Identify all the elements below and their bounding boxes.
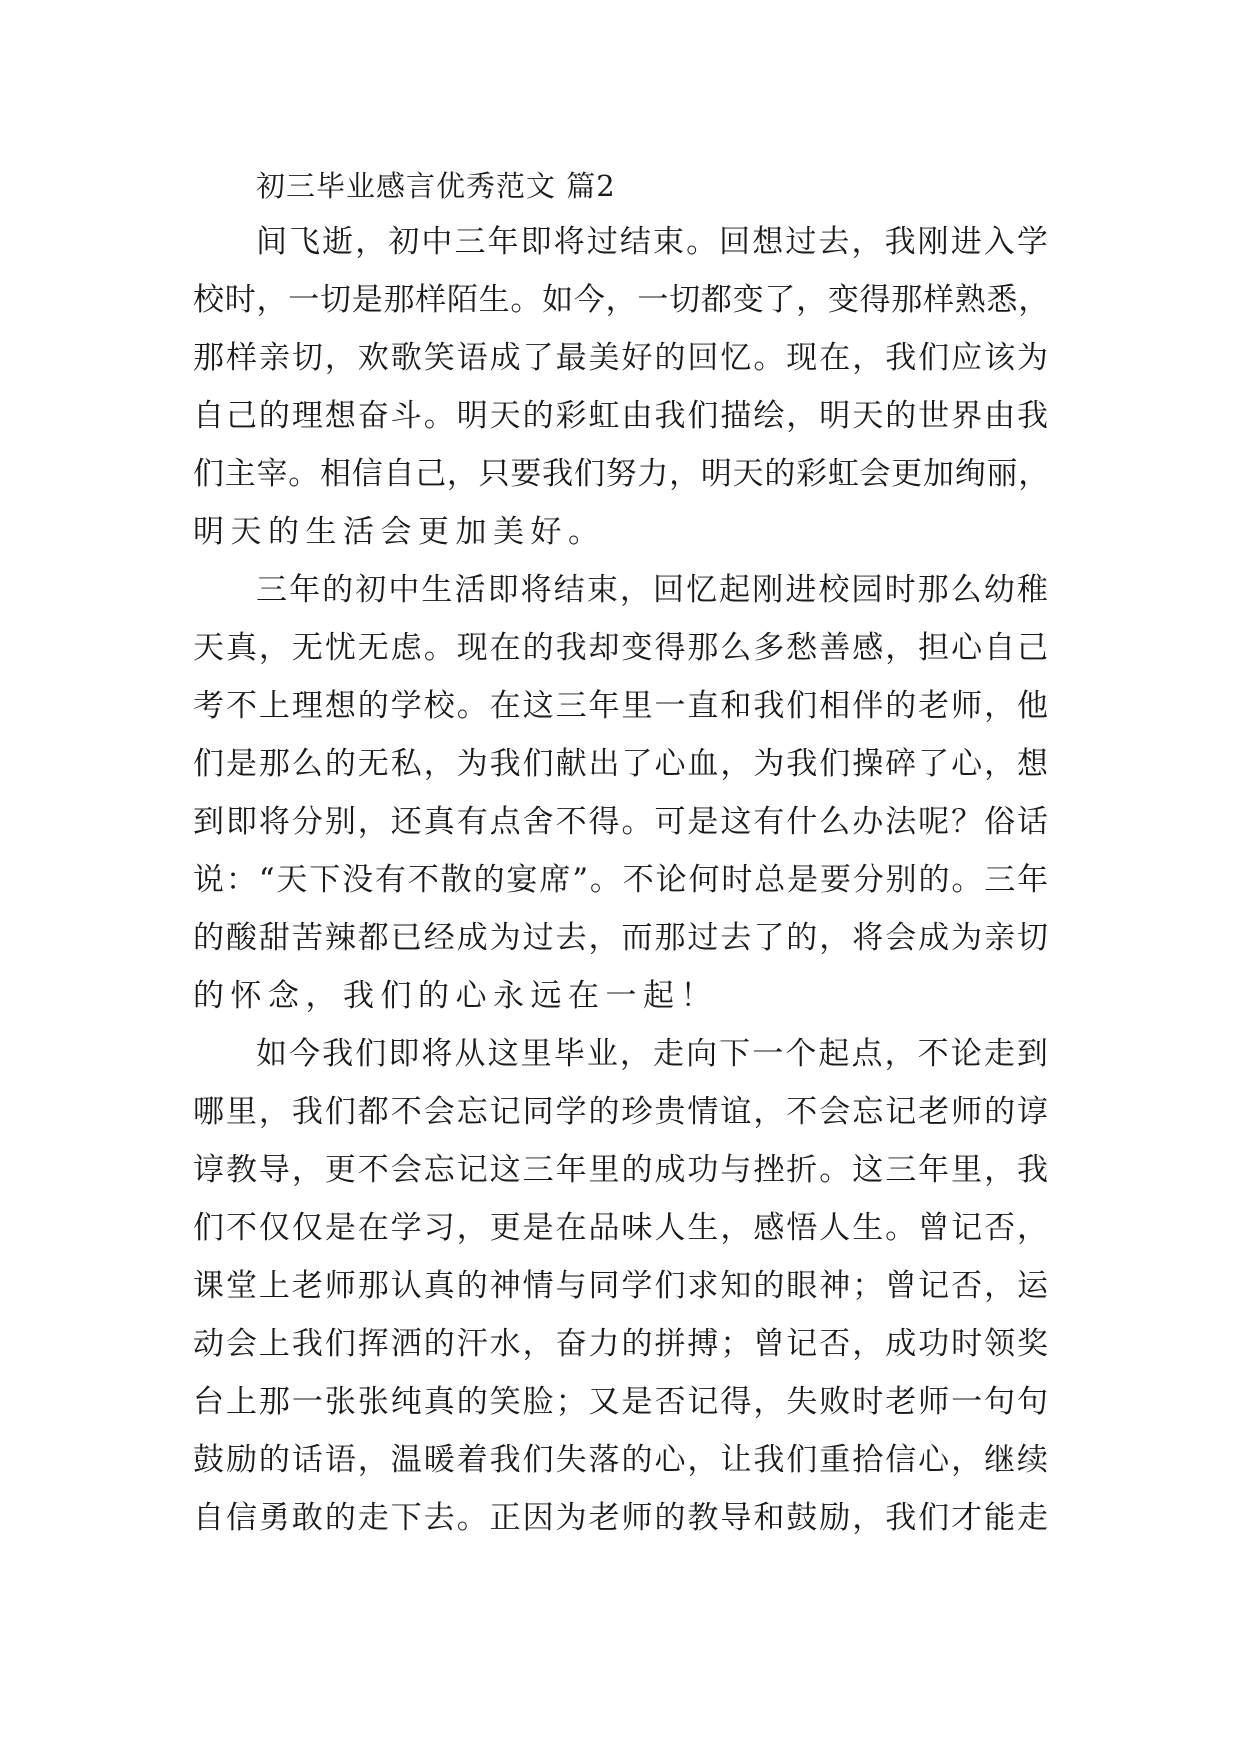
paragraph-1-line-4: 自己的理想奋斗。明天的彩虹由我们描绘，明天的世界由我 [193,398,1050,434]
paragraph-1-line-5: 们主宰。相信自己，只要我们努力，明天的彩虹会更加绚丽， [193,456,1050,492]
paragraph-2-line-6: 说：“天下没有不散的宴席”。不论何时总是要分别的。三年 [193,862,1050,898]
paragraph-1-line-3: 那样亲切，欢歌笑语成了最美好的回忆。现在，我们应该为 [193,340,1050,376]
paragraph-3-line-4: 们不仅仅是在学习，更是在品味人生，感悟人生。曾记否， [193,1210,1050,1246]
paragraph-3-line-9: 自信勇敢的走下去。正因为老师的教导和鼓励，我们才能走 [193,1500,1050,1536]
paragraph-3-line-1: 如今我们即将从这里毕业，走向下一个起点，不论走到 [256,1036,1050,1072]
paragraph-3-line-8: 鼓励的话语，温暖着我们失落的心，让我们重拾信心，继续 [193,1442,1050,1478]
paragraph-3-line-5: 课堂上老师那认真的神情与同学们求知的眼神；曾记否，运 [193,1268,1050,1304]
paragraph-2-line-4: 们是那么的无私，为我们献出了心血，为我们操碎了心，想 [193,746,1050,782]
paragraph-2-line-1: 三年的初中生活即将结束，回忆起刚进校园时那么幼稚 [256,572,1050,608]
paragraph-1-line-2: 校时，一切是那样陌生。如今，一切都变了，变得那样熟悉， [193,282,1050,318]
paragraph-1-line-1: 间飞逝，初中三年即将过结束。回想过去，我刚进入学 [256,224,1050,260]
paragraph-3-line-7: 台上那一张张纯真的笑脸；又是否记得，失败时老师一句句 [193,1384,1050,1420]
paragraph-2-line-7: 的酸甜苦辣都已经成为过去，而那过去了的，将会成为亲切 [193,920,1050,956]
paragraph-2-line-8: 的怀念，我们的心永远在一起！ [193,978,718,1014]
paragraph-3-line-6: 动会上我们挥洒的汗水，奋力的拼搏；曾记否，成功时领奖 [193,1326,1050,1362]
paragraph-2-line-3: 考不上理想的学校。在这三年里一直和我们相伴的老师，他 [193,688,1050,724]
document-title: 初三毕业感言优秀范文 篇2 [256,169,616,203]
paragraph-3-line-2: 哪里，我们都不会忘记同学的珍贵情谊，不会忘记老师的谆 [193,1094,1050,1130]
paragraph-2-line-5: 到即将分别，还真有点舍不得。可是这有什么办法呢？俗话 [193,804,1050,840]
paragraph-3-line-3: 谆教导，更不会忘记这三年里的成功与挫折。这三年里，我 [193,1152,1050,1188]
paragraph-2-line-2: 天真，无忧无虑。现在的我却变得那么多愁善感，担心自己 [193,630,1050,666]
paragraph-1-line-6: 明天的生活会更加美好。 [193,514,606,550]
